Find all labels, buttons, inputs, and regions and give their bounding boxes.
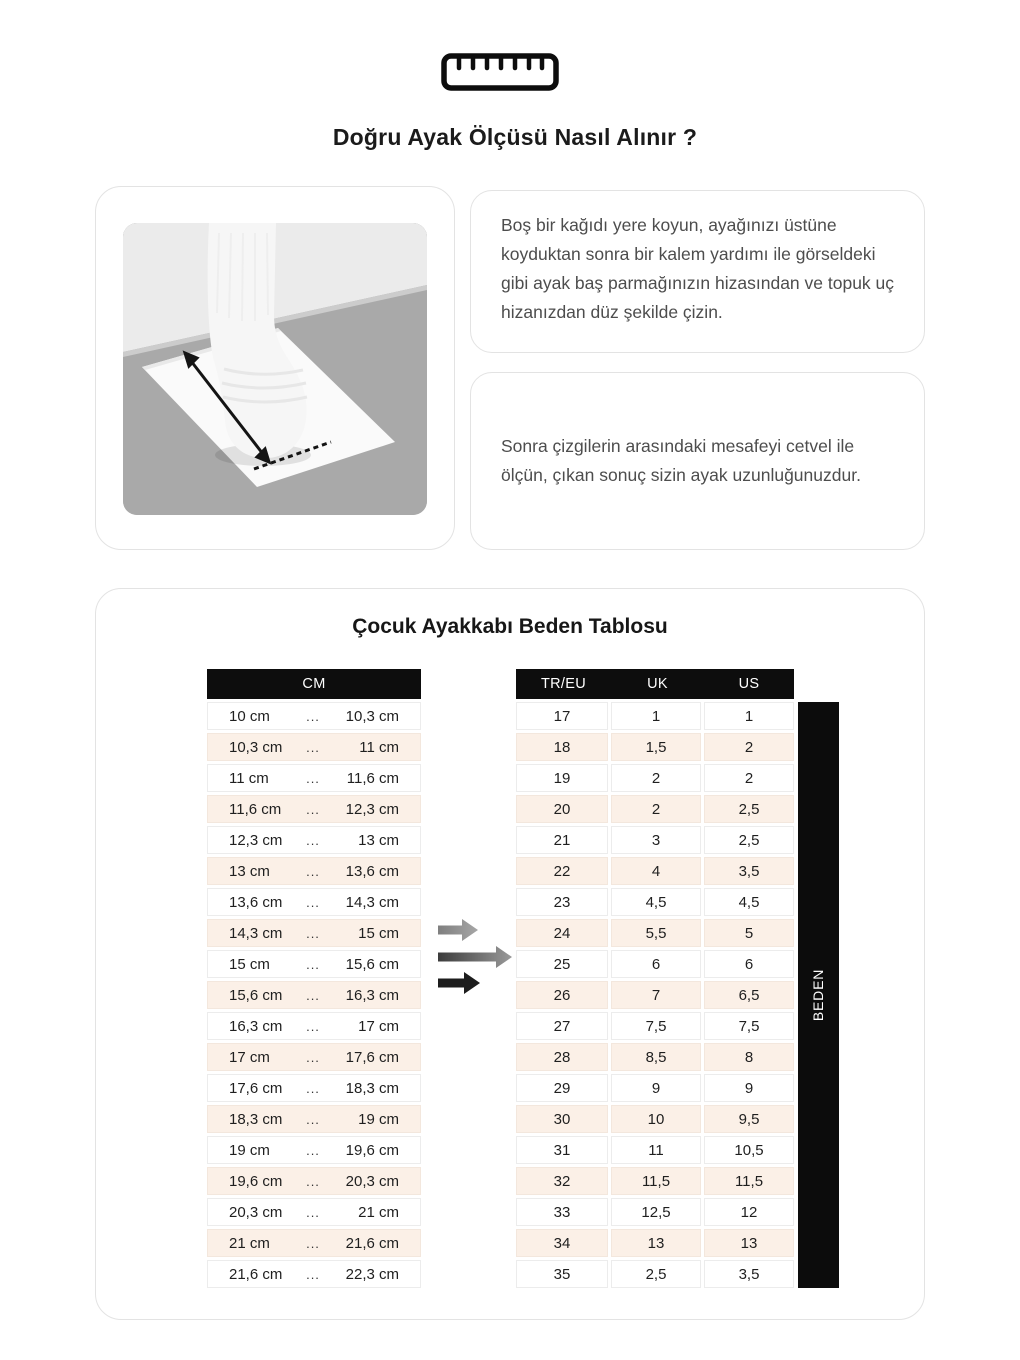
size-conversion-header: [516, 669, 794, 699]
cm-range-row: [207, 795, 421, 823]
cm-range-row: [207, 733, 421, 761]
uk-size: 2: [611, 764, 701, 792]
cm-from-value: 13,6 cm: [229, 893, 283, 911]
cm-from-value: 15,6 cm: [229, 986, 283, 1004]
cm-range-row: [207, 1043, 421, 1071]
size-conversion-row: [516, 733, 794, 761]
cm-from-value: 12,3 cm: [229, 831, 283, 849]
us-size: 13: [704, 1229, 794, 1257]
us-size: 2,5: [704, 826, 794, 854]
cm-range-row: [207, 702, 421, 730]
cm-to-value: 17,6 cm: [345, 1048, 399, 1066]
cm-to-value: 15 cm: [358, 924, 399, 942]
tr-eu-size: 29: [516, 1074, 608, 1102]
size-conversion-row: [516, 857, 794, 885]
uk-size: 6: [611, 950, 701, 978]
cm-to-value: 19,6 cm: [345, 1141, 399, 1159]
cm-to-value: 21,6 cm: [345, 1234, 399, 1252]
cm-range-row: [207, 1074, 421, 1102]
column-header-tr-eu: TR/EU: [541, 676, 586, 692]
tr-eu-size: 20: [516, 795, 608, 823]
cm-range-row: [207, 1105, 421, 1133]
cm-to-value: 11 cm: [359, 738, 399, 756]
size-conversion-row: [516, 1198, 794, 1226]
uk-size: 4: [611, 857, 701, 885]
cm-range-row: [207, 1260, 421, 1288]
page-title: Doğru Ayak Ölçüsü Nasıl Alınır ?: [332, 124, 698, 150]
tr-eu-size: 35: [516, 1260, 608, 1288]
measurement-photo-card: [95, 186, 455, 550]
cm-table-body: [207, 702, 421, 1288]
cm-range-row: [207, 1167, 421, 1195]
uk-size: 4,5: [611, 888, 701, 916]
size-conversion-row: [516, 1105, 794, 1133]
cm-to-value: 16,3 cm: [345, 986, 399, 1004]
cm-range-row: [207, 764, 421, 792]
range-separator: ...: [306, 1142, 320, 1158]
size-conversion-row: [516, 1074, 794, 1102]
cm-from-value: 19 cm: [229, 1141, 270, 1159]
size-table-card: [95, 588, 925, 1320]
tr-eu-size: 32: [516, 1167, 608, 1195]
uk-size: 7,5: [611, 1012, 701, 1040]
range-separator: ...: [306, 1266, 320, 1282]
us-size: 9,5: [704, 1105, 794, 1133]
us-size: 10,5: [704, 1136, 794, 1164]
range-separator: ...: [306, 770, 320, 786]
ruler-icon-wrap: [0, 52, 1000, 97]
us-size: 2: [704, 733, 794, 761]
us-size: 6: [704, 950, 794, 978]
column-header-uk: UK: [647, 676, 668, 692]
tr-eu-size: 22: [516, 857, 608, 885]
cm-from-value: 11,6 cm: [229, 800, 282, 818]
uk-size: 2,5: [611, 1260, 701, 1288]
range-separator: ...: [306, 894, 320, 910]
size-conversion-row: [516, 702, 794, 730]
range-separator: ...: [306, 1173, 320, 1189]
us-size: 9: [704, 1074, 794, 1102]
tr-eu-size: 23: [516, 888, 608, 916]
size-conversion-row: [516, 1043, 794, 1071]
range-separator: ...: [306, 832, 320, 848]
uk-size: 10: [611, 1105, 701, 1133]
foot-measurement-photo: [123, 223, 427, 515]
range-separator: ...: [306, 987, 320, 1003]
us-size: 3,5: [704, 1260, 794, 1288]
cm-to-value: 17 cm: [358, 1017, 399, 1035]
tr-eu-size: 30: [516, 1105, 608, 1133]
cm-to-value: 11,6 cm: [346, 769, 399, 787]
range-separator: ...: [306, 1111, 320, 1127]
cm-to-value: 13,6 cm: [345, 862, 399, 880]
cm-range-row: [207, 919, 421, 947]
size-conversion-row: [516, 764, 794, 792]
range-separator: ...: [306, 925, 320, 941]
cm-to-value: 22,3 cm: [345, 1265, 399, 1283]
range-separator: ...: [306, 956, 320, 972]
size-conversion-row: [516, 950, 794, 978]
cm-from-value: 10 cm: [229, 707, 270, 725]
cm-from-value: 10,3 cm: [229, 738, 283, 756]
size-conversion-row: [516, 1012, 794, 1040]
tr-eu-size: 27: [516, 1012, 608, 1040]
size-conversion-row: [516, 1260, 794, 1288]
range-separator: ...: [306, 1049, 320, 1065]
size-conversion-row: [516, 826, 794, 854]
cm-from-value: 16,3 cm: [229, 1017, 283, 1035]
us-size: 6,5: [704, 981, 794, 1009]
cm-range-row: [207, 1136, 421, 1164]
uk-size: 2: [611, 795, 701, 823]
cm-to-value: 10,3 cm: [345, 707, 399, 725]
range-separator: ...: [306, 1235, 320, 1251]
tr-eu-size: 34: [516, 1229, 608, 1257]
uk-size: 5,5: [611, 919, 701, 947]
cm-from-value: 13 cm: [229, 862, 270, 880]
uk-size: 1,5: [611, 733, 701, 761]
size-conversion-row: [516, 795, 794, 823]
cm-to-value: 18,3 cm: [345, 1079, 399, 1097]
cm-from-value: 11 cm: [229, 769, 269, 787]
us-size: 5: [704, 919, 794, 947]
uk-size: 13: [611, 1229, 701, 1257]
cm-from-value: 14,3 cm: [229, 924, 283, 942]
size-conversion-row: [516, 919, 794, 947]
instruction-step-1-text: Boş bir kağıdı yere koyun, ayağınızı üstüne koyduktan sonra bir kalem yardımı ile görseldeki gibi ayak baş parmağınızın hizasından ve topuk uç hizanızdan düz şekilde çizin.: [501, 215, 895, 322]
tr-eu-size: 17: [516, 702, 608, 730]
uk-size: 11,5: [611, 1167, 701, 1195]
range-separator: ...: [306, 1018, 320, 1034]
uk-size: 8,5: [611, 1043, 701, 1071]
cm-range-row: [207, 826, 421, 854]
cm-range-row: [207, 981, 421, 1009]
tr-eu-size: 24: [516, 919, 608, 947]
tr-eu-size: 19: [516, 764, 608, 792]
cm-from-value: 19,6 cm: [229, 1172, 283, 1190]
size-conversion-row: [516, 981, 794, 1009]
cm-table: [207, 669, 421, 1288]
us-size: 11,5: [704, 1167, 794, 1195]
cm-to-value: 12,3 cm: [345, 800, 399, 818]
range-separator: ...: [306, 1080, 320, 1096]
mapping-arrows-icon: [438, 917, 516, 997]
beden-side-label: [798, 702, 839, 1288]
instruction-step-2: [470, 372, 925, 550]
cm-to-value: 19 cm: [358, 1110, 399, 1128]
tr-eu-size: 28: [516, 1043, 608, 1071]
uk-size: 11: [611, 1136, 701, 1164]
tr-eu-size: 25: [516, 950, 608, 978]
cm-to-value: 13 cm: [358, 831, 399, 849]
cm-from-value: 21 cm: [229, 1234, 270, 1252]
column-header-us: US: [738, 676, 760, 692]
size-conversion-row: [516, 1167, 794, 1195]
tr-eu-size: 21: [516, 826, 608, 854]
cm-from-value: 15 cm: [229, 955, 270, 973]
ruler-icon: [440, 52, 560, 92]
uk-size: 12,5: [611, 1198, 701, 1226]
cm-to-value: 21 cm: [358, 1203, 399, 1221]
cm-from-value: 17,6 cm: [229, 1079, 283, 1097]
size-conversion-body: [516, 702, 794, 1288]
cm-to-value: 20,3 cm: [345, 1172, 399, 1190]
us-size: 3,5: [704, 857, 794, 885]
size-conversion-table: [516, 669, 794, 1288]
cm-from-value: 18,3 cm: [229, 1110, 283, 1128]
range-separator: ...: [306, 801, 320, 817]
range-separator: ...: [306, 1204, 320, 1220]
tr-eu-size: 26: [516, 981, 608, 1009]
us-size: 7,5: [704, 1012, 794, 1040]
cm-range-row: [207, 857, 421, 885]
tr-eu-size: 31: [516, 1136, 608, 1164]
instruction-step-2-text: Sonra çizgilerin arasındaki mesafeyi cetvel ile ölçün, çıkan sonuç sizin ayak uzunluğunuzdur.: [501, 436, 861, 485]
cm-range-row: [207, 1012, 421, 1040]
tr-eu-size: 18: [516, 733, 608, 761]
uk-size: 3: [611, 826, 701, 854]
us-size: 8: [704, 1043, 794, 1071]
size-conversion-row: [516, 888, 794, 916]
cm-range-row: [207, 888, 421, 916]
range-separator: ...: [306, 739, 320, 755]
cm-from-value: 21,6 cm: [229, 1265, 283, 1283]
us-size: 1: [704, 702, 794, 730]
uk-size: 9: [611, 1074, 701, 1102]
cm-to-value: 15,6 cm: [345, 955, 399, 973]
cm-range-row: [207, 1229, 421, 1257]
cm-from-value: 17 cm: [229, 1048, 270, 1066]
us-size: 2,5: [704, 795, 794, 823]
instruction-step-1: [470, 190, 925, 353]
cm-table-header: CM: [207, 669, 421, 699]
cm-range-row: [207, 1198, 421, 1226]
beden-side-label-text: BEDEN: [810, 968, 827, 1022]
us-size: 4,5: [704, 888, 794, 916]
range-separator: ...: [306, 708, 320, 724]
uk-size: 1: [611, 702, 701, 730]
us-size: 12: [704, 1198, 794, 1226]
size-conversion-row: [516, 1136, 794, 1164]
us-size: 2: [704, 764, 794, 792]
size-table-title: Çocuk Ayakkabı Beden Tablosu: [352, 615, 668, 638]
tr-eu-size: 33: [516, 1198, 608, 1226]
size-conversion-row: [516, 1229, 794, 1257]
cm-to-value: 14,3 cm: [345, 893, 399, 911]
range-separator: ...: [306, 863, 320, 879]
cm-range-row: [207, 950, 421, 978]
cm-from-value: 20,3 cm: [229, 1203, 283, 1221]
uk-size: 7: [611, 981, 701, 1009]
